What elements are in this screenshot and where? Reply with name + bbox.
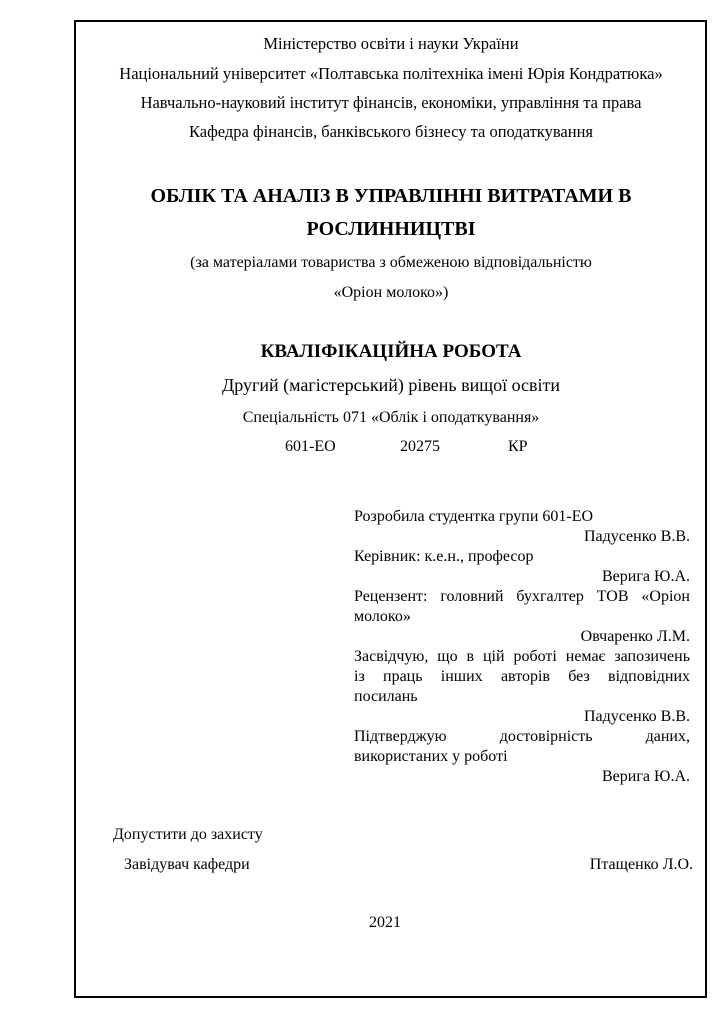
ministry: Міністерство освіти і науки України bbox=[263, 34, 519, 53]
plagiarism-line-2: із праць інших авторів без відповідних bbox=[354, 668, 690, 685]
data-confirm-name: Верига Ю.А. bbox=[602, 768, 690, 785]
admit-to-defense: Допустити до захисту bbox=[113, 826, 263, 843]
head-of-department-name: Птащенко Л.О. bbox=[589, 856, 693, 873]
data-confirm-line-1: Підтверджую достовірність даних, bbox=[354, 728, 690, 745]
reviewer-label-1: Рецензент: головний бухгалтер ТОВ «Оріон bbox=[354, 588, 690, 605]
reviewer-label-2: молоко» bbox=[354, 608, 411, 625]
plagiarism-name: Падусенко В.В. bbox=[583, 708, 690, 725]
specialty: Спеціальність 071 «Облік і оподаткування» bbox=[242, 409, 540, 426]
author-name: Падусенко В.В. bbox=[583, 528, 690, 545]
year: 2021 bbox=[369, 914, 401, 931]
university: Національний університет «Полтавська політехніка імені Юрія Кондратюка» bbox=[119, 64, 663, 83]
head-of-department-label: Завідувач кафедри bbox=[124, 856, 250, 873]
supervisor-label: Керівник: к.е.н., професор bbox=[354, 548, 534, 565]
student-code: 20275 bbox=[400, 438, 440, 455]
work-type: КВАЛІФІКАЦІЙНА РОБОТА bbox=[260, 341, 522, 362]
signatures-block bbox=[354, 507, 690, 787]
title-line-1: ОБЛІК ТА АНАЛІЗ В УПРАВЛІННІ ВИТРАТАМИ В bbox=[150, 185, 632, 207]
department: Кафедра фінансів, банківського бізнесу та оподаткування bbox=[188, 122, 593, 141]
plagiarism-line-1: Засвідчую, що в цій роботі немає запозичень bbox=[354, 648, 690, 665]
title-line-2: РОСЛИННИЦТВІ bbox=[306, 218, 476, 240]
subtitle-line-1: (за матеріалами товариства з обмеженою відповідальністю bbox=[190, 254, 592, 271]
institute: Навчально-науковий інститут фінансів, економіки, управління та права bbox=[140, 93, 642, 112]
supervisor-name: Верига Ю.А. bbox=[602, 568, 690, 585]
reviewer-name: Овчаренко Л.М. bbox=[580, 628, 690, 645]
data-confirm-line-2: використаних у роботі bbox=[354, 748, 508, 765]
education-level: Другий (магістерський) рівень вищої освіти bbox=[221, 375, 561, 395]
work-code: КР bbox=[508, 438, 528, 455]
subtitle-line-2: «Оріон молоко») bbox=[333, 284, 449, 301]
author-label: Розробила студентка групи 601-ЕО bbox=[354, 508, 594, 525]
plagiarism-line-3: посилань bbox=[354, 688, 418, 705]
group-code: 601-ЕО bbox=[285, 438, 336, 455]
